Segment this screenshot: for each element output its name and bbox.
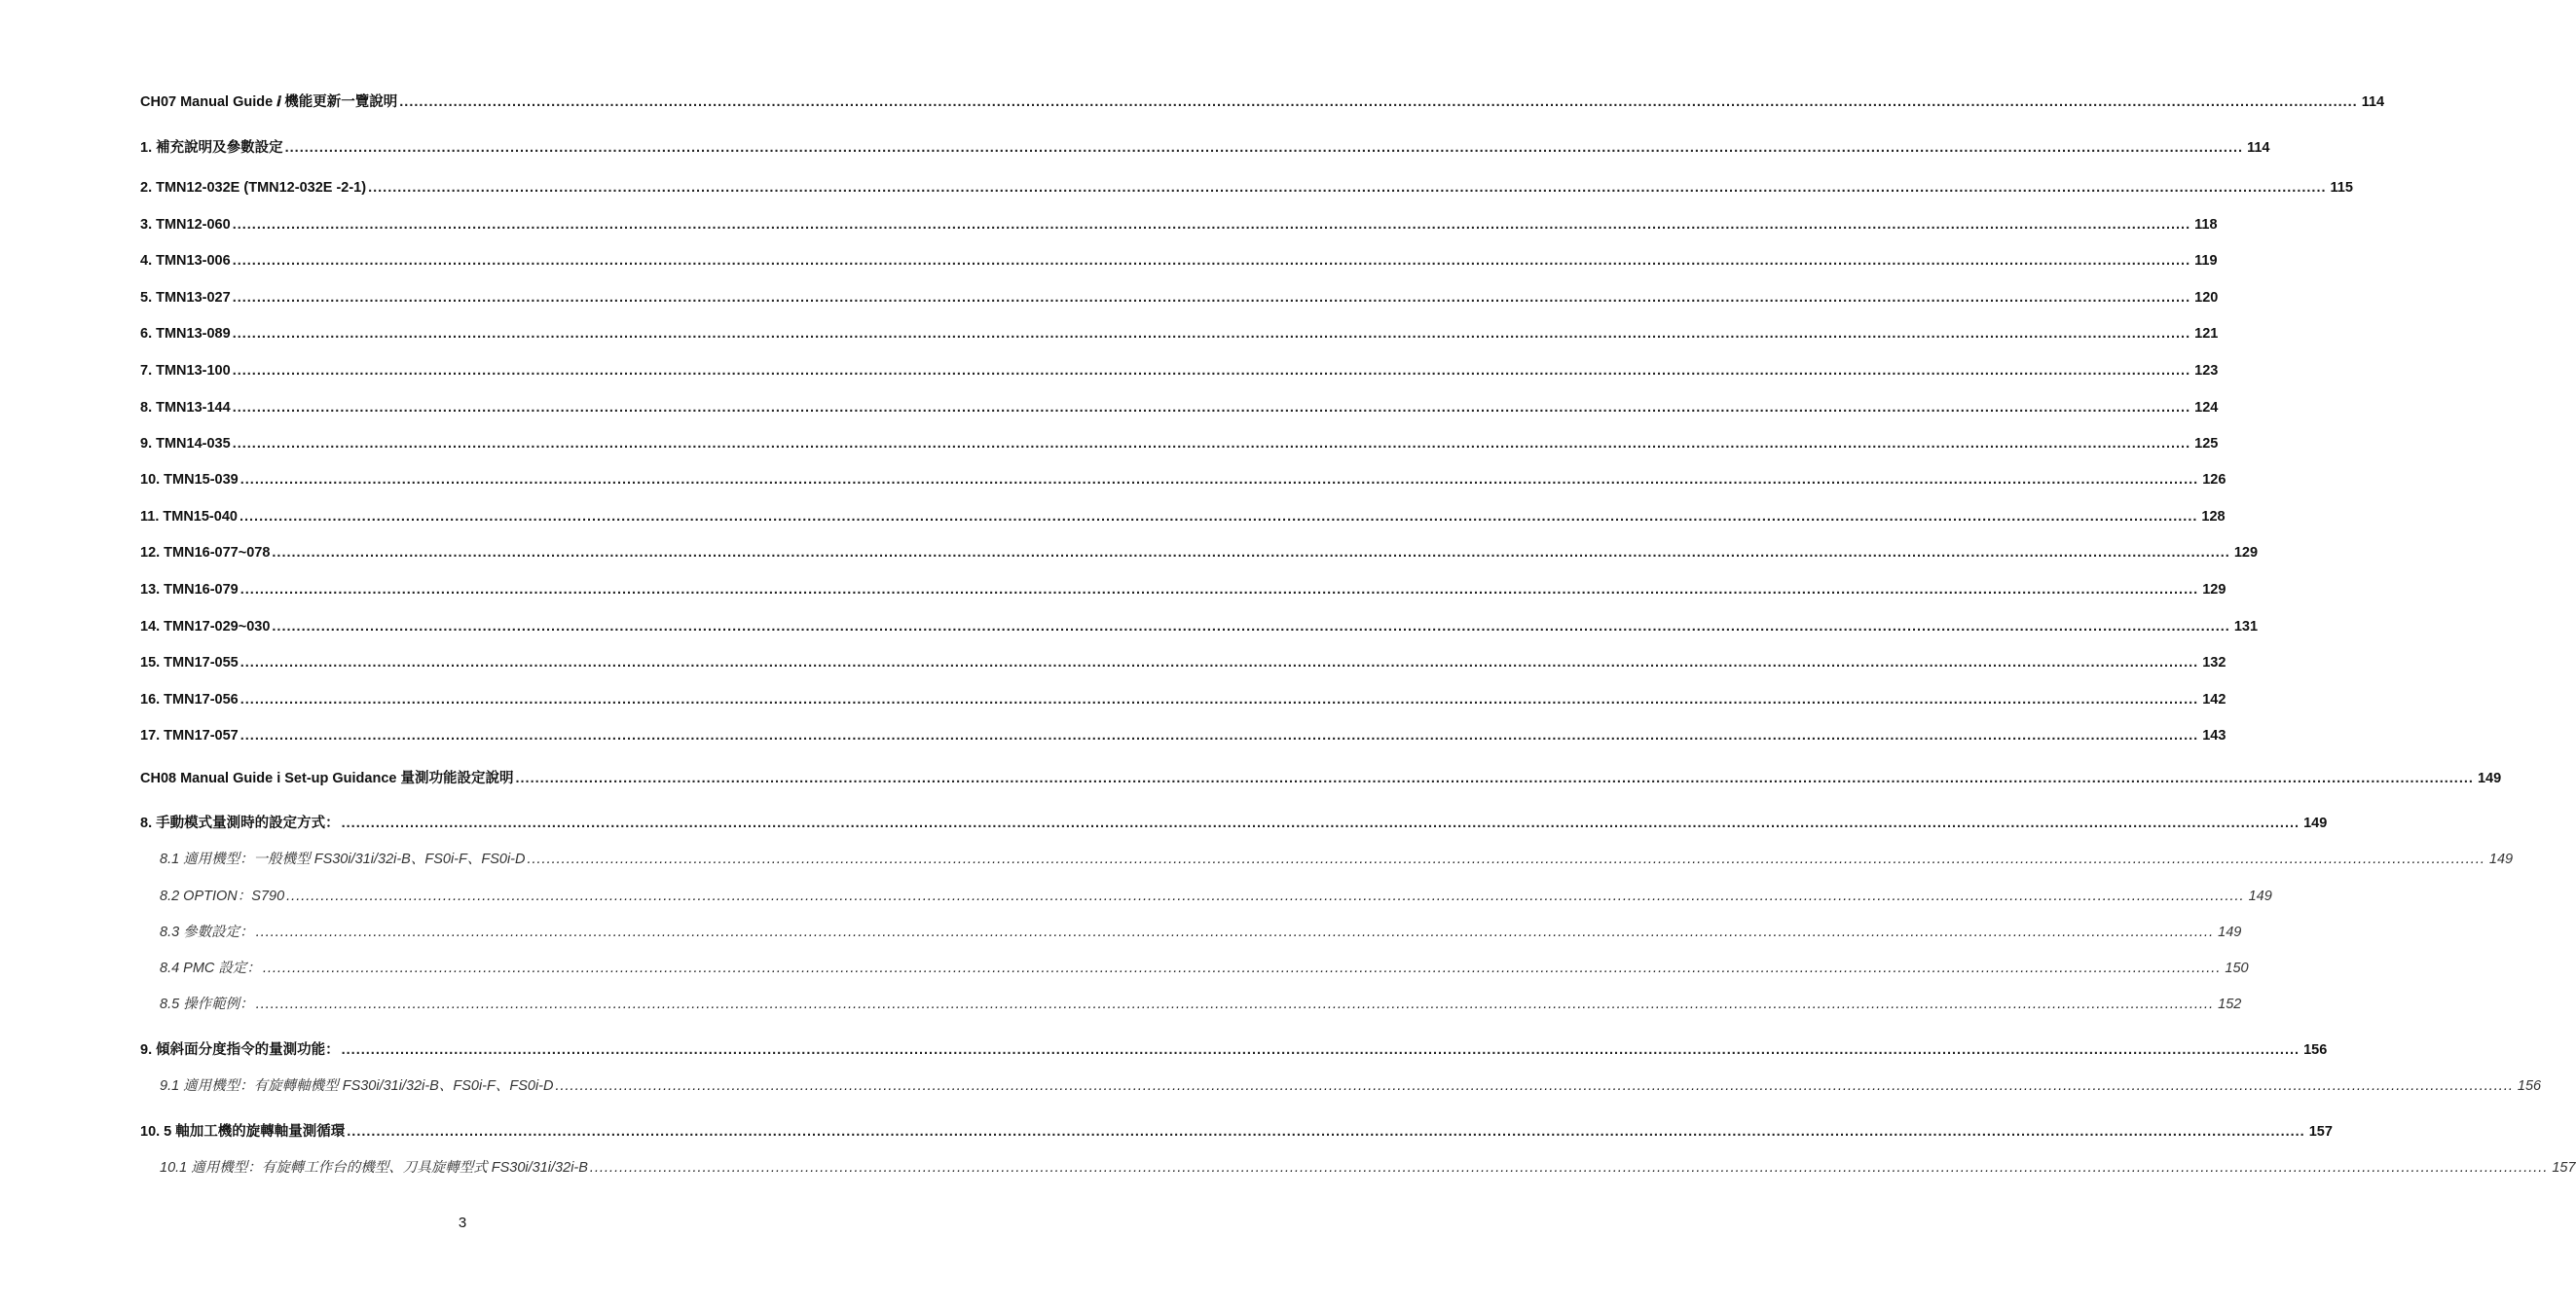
toc-entry[interactable] [140,543,2259,563]
dot-leader: ................................................................................................................................................................................................................................................................................................................................................................................................................ [232,253,2191,269]
toc-entry-title: 9. TMN14-035 [140,436,231,452]
toc-entry-title: 8. 手動模式量測時的設定方式： [140,816,340,831]
toc-entry-page-number: 143 [2202,728,2226,744]
toc-entry-page-number: 156 [2303,1042,2328,1058]
toc-entry[interactable] [140,507,2226,527]
toc-entry-page-number: 150 [2225,961,2249,976]
toc-entry[interactable] [160,923,2242,942]
toc-entry[interactable] [140,324,2219,344]
toc-entry-page-number: 152 [2218,997,2242,1012]
toc-entry-title: 14. TMN17-029~030 [140,619,271,635]
toc-entry[interactable] [140,726,2226,745]
toc-entry-page-number: 120 [2194,290,2219,306]
toc-entry-title: 10.1 適用機型：有旋轉工作台的機型、刀具旋轉型式 FS30i/31i/32i-B [160,1160,588,1176]
toc-entry-page-number: 149 [2303,816,2328,831]
toc-entry[interactable] [140,814,2328,833]
toc-entry-page-number: 115 [2330,180,2353,196]
toc-entry[interactable] [140,92,2385,112]
toc-entry[interactable] [140,1122,2333,1142]
toc-entry-page-number: 118 [2194,217,2218,233]
toc-entry[interactable] [160,1076,2542,1096]
toc-entry[interactable] [140,690,2226,709]
toc-entry[interactable] [160,1158,2576,1178]
dot-leader: ................................................................................................................................................................................................................................................................................................................................................................................................................ [341,816,2300,831]
toc-entry-page-number: 142 [2202,692,2226,708]
toc-entry-title: 7. TMN13-100 [140,363,231,379]
page-number: 3 [458,1215,467,1231]
toc-entry-title: 13. TMN16-079 [140,582,239,598]
toc-entry-page-number: 123 [2194,363,2219,379]
dot-leader: ................................................................................................................................................................................................................................................................................................................................................................................................................ [239,728,2199,744]
dot-leader: ................................................................................................................................................................................................................................................................................................................................................................................................................ [341,1042,2300,1058]
toc-entry-page-number: 125 [2194,436,2219,452]
toc-entry-page-number: 149 [2477,771,2502,786]
dot-leader: ................................................................................................................................................................................................................................................................................................................................................................................................................ [239,692,2199,708]
toc-entry-page-number: 119 [2194,253,2218,269]
toc-entry-title: 15. TMN17-055 [140,655,239,671]
dot-leader: ................................................................................................................................................................................................................................................................................................................................................................................................................ [232,217,2191,233]
dot-leader: ................................................................................................................................................................................................................................................................................................................................................................................................................ [347,1124,2305,1140]
toc-entry[interactable] [140,288,2219,308]
toc-entry[interactable] [160,959,2249,978]
toc-entry-page-number: 121 [2194,326,2219,342]
toc-entry[interactable] [140,361,2219,381]
dot-leader: ................................................................................................................................................................................................................................................................................................................................................................................................................ [232,436,2191,452]
toc-entry-title: 16. TMN17-056 [140,692,239,708]
dot-leader: ................................................................................................................................................................................................................................................................................................................................................................................................................ [232,363,2191,379]
toc-entry-title: 4. TMN13-006 [140,253,231,269]
toc-entry-page-number: 132 [2202,655,2226,671]
toc-entry[interactable] [160,850,2514,869]
toc-entry[interactable] [140,138,2270,158]
toc-entry-title: 8. TMN13-144 [140,400,231,416]
toc-entry-page-number: 114 [2247,140,2270,156]
dot-leader: ................................................................................................................................................................................................................................................................................................................................................................................................................ [262,961,2222,976]
toc-entry[interactable] [140,1040,2328,1060]
toc-entry-page-number: 149 [2248,889,2272,904]
dot-leader: ................................................................................................................................................................................................................................................................................................................................................................................................................ [272,619,2230,635]
toc-entry-page-number: 149 [2218,925,2242,940]
dot-leader: ................................................................................................................................................................................................................................................................................................................................................................................................................ [555,1078,2514,1094]
dot-leader: ................................................................................................................................................................................................................................................................................................................................................................................................................ [232,400,2191,416]
toc-entry-page-number: 157 [2552,1160,2576,1176]
dot-leader: ................................................................................................................................................................................................................................................................................................................................................................................................................ [515,771,2474,786]
dot-leader: ................................................................................................................................................................................................................................................................................................................................................................................................................ [589,1160,2549,1176]
dot-leader: ................................................................................................................................................................................................................................................................................................................................................................................................................ [284,140,2244,156]
dot-leader: ................................................................................................................................................................................................................................................................................................................................................................................................................ [255,997,2215,1012]
toc-entry-page-number: 156 [2517,1078,2542,1094]
toc-entry-title: 8.2 OPTION：S790 [160,889,285,904]
toc-entry[interactable] [160,995,2242,1014]
toc-entry[interactable] [160,887,2272,906]
dot-leader: ................................................................................................................................................................................................................................................................................................................................................................................................................ [239,509,2198,525]
toc-entry-page-number: 149 [2488,852,2514,867]
toc-entry-title: 9. 傾斜面分度指令的量測功能： [140,1042,340,1058]
dot-leader: ................................................................................................................................................................................................................................................................................................................................................................................................................ [399,94,2358,110]
toc-entry[interactable] [140,580,2226,600]
toc-entry-title: 1. 補充說明及參數設定 [140,140,283,156]
toc-entry[interactable] [140,434,2219,454]
dot-leader: ................................................................................................................................................................................................................................................................................................................................................................................................................ [286,889,2245,904]
toc-entry[interactable] [140,251,2218,271]
toc-entry-title: 10. 5 軸加工機的旋轉軸量測循環 [140,1124,346,1140]
dot-leader: ................................................................................................................................................................................................................................................................................................................................................................................................................ [239,655,2199,671]
toc-entry-page-number: 126 [2202,472,2226,488]
toc-entry-page-number: 129 [2233,545,2259,561]
toc-entry-title: 8.5 操作範例： [160,997,254,1012]
toc-entry-page-number: 129 [2202,582,2226,598]
toc-entry-title: 11. TMN15-040 [140,509,238,525]
dot-leader: ................................................................................................................................................................................................................................................................................................................................................................................................................ [239,582,2199,598]
toc-entry-title: 8.1 適用機型：一般機型 FS30i/31i/32i-B、FS0i-F、FS0i-D [160,852,526,867]
toc-entry-page-number: 157 [2308,1124,2333,1140]
toc-entry[interactable] [140,653,2226,672]
toc-entry[interactable] [140,769,2502,788]
dot-leader: ................................................................................................................................................................................................................................................................................................................................................................................................................ [239,472,2199,488]
toc-entry[interactable] [140,470,2226,490]
dot-leader: ................................................................................................................................................................................................................................................................................................................................................................................................................ [272,545,2230,561]
dot-leader: ................................................................................................................................................................................................................................................................................................................................................................................................................ [232,290,2191,306]
toc-entry-title: 10. TMN15-039 [140,472,239,488]
toc-entry-page-number: 114 [2361,94,2385,110]
toc-entry-page-number: 128 [2201,509,2226,525]
dot-leader: ................................................................................................................................................................................................................................................................................................................................................................................................................ [232,326,2191,342]
toc-entry-page-number: 131 [2233,619,2259,635]
dot-leader: ................................................................................................................................................................................................................................................................................................................................................................................................................ [255,925,2215,940]
dot-leader: ................................................................................................................................................................................................................................................................................................................................................................................................................ [527,852,2485,867]
toc-entry[interactable] [140,617,2259,636]
toc-entry-title: 2. TMN12-032E (TMN12-032E -2-1) [140,180,367,196]
toc-entry[interactable] [140,215,2218,235]
toc-entry-title: 17. TMN17-057 [140,728,239,744]
toc-entry-title: 9.1 適用機型：有旋轉軸機型 FS30i/31i/32i-B、FS0i-F、FS0i-D [160,1078,554,1094]
toc-entry-title: 5. TMN13-027 [140,290,231,306]
toc-entry-page-number: 124 [2194,400,2219,416]
toc-entry[interactable] [140,398,2219,418]
toc-entry-title: 8.3 參數設定： [160,925,254,940]
toc-entry-title: 12. TMN16-077~078 [140,545,271,561]
dot-leader: ................................................................................................................................................................................................................................................................................................................................................................................................................ [368,180,2327,196]
toc-entry-title: CH08 Manual Guide i Set-up Guidance 量測功能設定說明 [140,771,514,786]
toc-entry-title: 6. TMN13-089 [140,326,231,342]
toc-entry-title: 3. TMN12-060 [140,217,231,233]
toc-entry[interactable] [140,178,2353,198]
toc-entry-title: 8.4 PMC 設定： [160,961,261,976]
toc-entry-title: CH07 Manual Guide 𝒊 機能更新一覽說明 [140,94,398,110]
